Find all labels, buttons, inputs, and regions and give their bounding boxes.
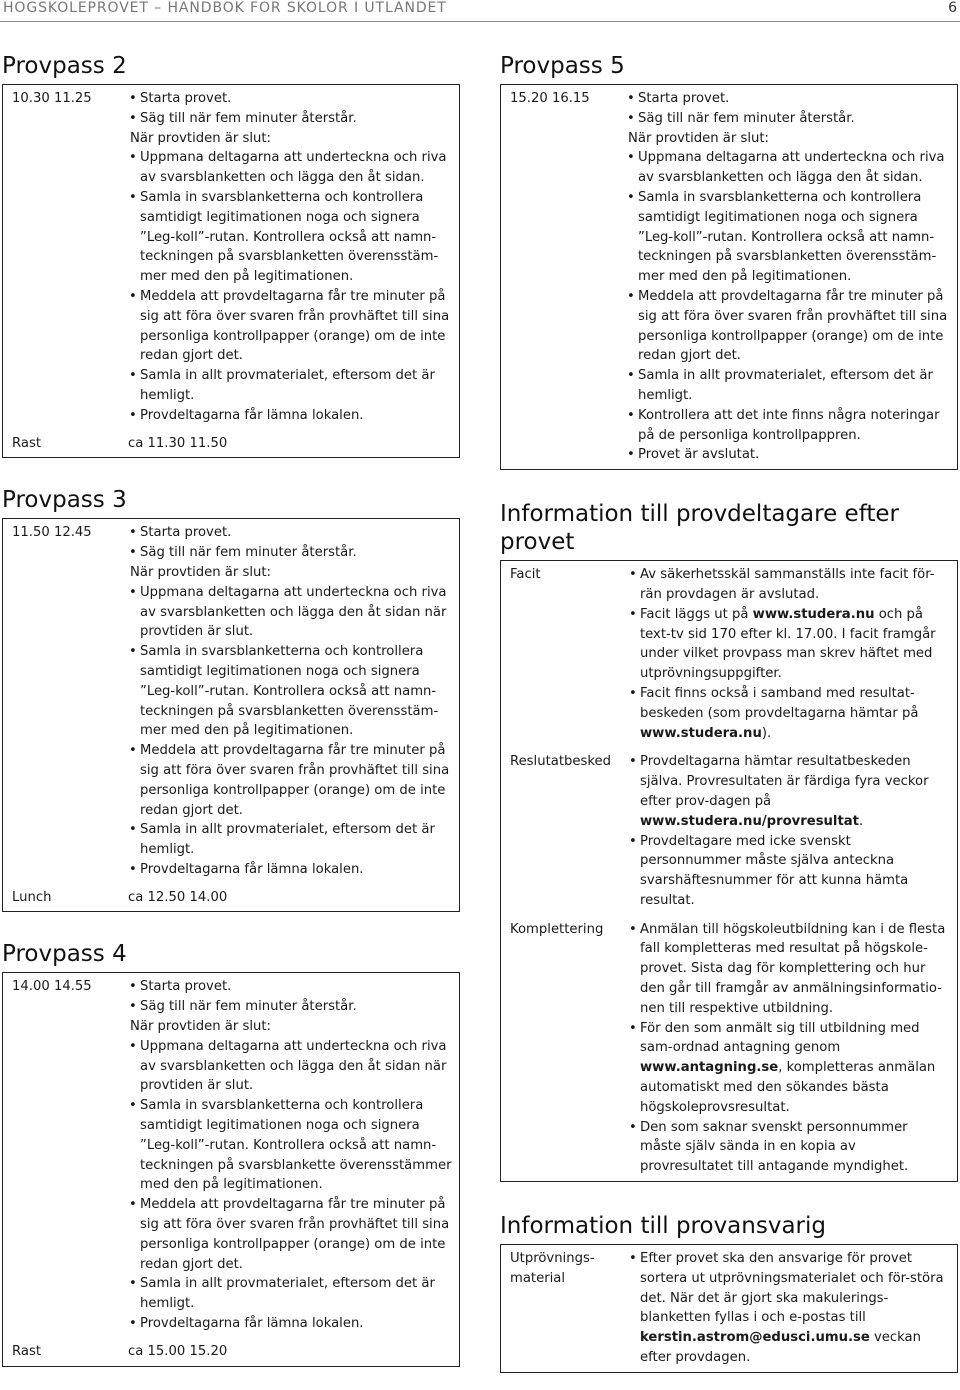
list-item: • Uppmana deltagarna att underteckna och riva av svarsblanketten och lägga den åt sidan. bbox=[626, 148, 951, 188]
list-item: • Samla in svarsblanketterna och kontrollera samtidigt legitimationen noga och signera ”Leg-koll”-rutan. Kontrollera också att namn-teckningen på svarsblanketten överensstäm-mer med den på legitimationen. bbox=[128, 188, 453, 287]
info-responsible-title: Information till provansvarig bbox=[500, 1213, 826, 1240]
list-item: • Meddela att provdeltagarna får tre minuter på sig att föra över svaren från provhäftet till sina personliga kontrollpapper (orange) om de inte redan gjort det. bbox=[128, 741, 453, 820]
break-label: Lunch bbox=[12, 889, 52, 905]
list-item: • Provdeltagarna får lämna lokalen. bbox=[128, 860, 453, 880]
break-time: ca 11.30 11.50 bbox=[128, 435, 228, 451]
list-item: • Samla in allt provmaterialet, eftersom det är hemligt. bbox=[128, 366, 453, 406]
list-item: • Samla in svarsblanketterna och kontrollera samtidigt legitimationen noga och signera ”Leg-koll”-rutan. Kontrollera också att namn-teckningen på svarsblankette överensstämmer med den på legitimationen. bbox=[128, 1096, 453, 1195]
info-participants-box bbox=[500, 560, 958, 1182]
list-item: • Samla in allt provmaterialet, eftersom det är hemligt. bbox=[626, 366, 951, 406]
list-item: • Samla in allt provmaterialet, eftersom det är hemligt. bbox=[128, 1274, 453, 1314]
list-item: • Efter provet ska den ansvarige för provet sortera ut utprövningsmaterialet och för-störa det. När det är gjort ska makulerings-blanketten fyllas i och e-postas till kerstin.astrom@edusci.umu.se veckan efter provdagen. bbox=[628, 1249, 951, 1368]
provpass2-box bbox=[2, 84, 460, 458]
right-column bbox=[500, 52, 958, 1373]
list-item: • Starta provet. bbox=[128, 523, 453, 543]
list-item: • Samla in svarsblanketterna och kontrollera samtidigt legitimationen noga och signera ”Leg-koll”-rutan. Kontrollera också att namn-teckningen på svarsblanketten överensstäm-mer med den på legitimationen. bbox=[626, 188, 951, 287]
provpass3-time: 11.50 12.45 bbox=[12, 525, 92, 541]
list-item: • Provdeltagarna hämtar resultatbeskeden själva. Provresultaten är färdiga fyra veckor efter prov-dagen på www.studera.nu/provresultat. bbox=[628, 752, 951, 831]
list-item: • Provdeltagare med icke svenskt personnummer måste själva anteckna svarshäftesnummer för att kunna hämta resultat. bbox=[628, 832, 951, 911]
break-time: ca 12.50 14.00 bbox=[128, 889, 228, 905]
provpass2-title: Provpass 2 bbox=[2, 53, 127, 79]
end-heading: När provtiden är slut: bbox=[130, 1019, 272, 1035]
provpass3-box bbox=[2, 518, 460, 912]
list-item: • Anmälan till högskoleutbildning kan i de flesta fall kompletteras med resultat på högskole-provet. Sista dag för komplettering och hur den går till framgår av anmälningsinformatio-nen till respektive utbildning. bbox=[628, 920, 951, 1019]
provpass5-time: 15.20 16.15 bbox=[510, 91, 590, 106]
list-item: • Uppmana deltagarna att underteckna och riva av svarsblanketten och lägga den åt sidan när provtiden är slut. bbox=[128, 583, 453, 642]
list-item: • Provet är avslutat. bbox=[626, 445, 951, 465]
list-item: • Meddela att provdeltagarna får tre minuter på sig att föra över svaren från provhäftet till sina personliga kontrollpapper (orange) om de inte redan gjort det. bbox=[128, 1195, 453, 1274]
list-item: • För den som anmält sig till utbildning med sam-ordnad antagning genom www.antagning.se, kompletteras anmälan automatiskt med den sökandes bästa högskoleprovsresultat. bbox=[628, 1019, 951, 1118]
list-item: • Starta provet. bbox=[128, 977, 453, 997]
left-column bbox=[2, 52, 460, 1367]
list-item: • Kontrollera att det inte finns några noteringar på de personliga kontrollpappren. bbox=[626, 406, 951, 446]
list-item: • Provdeltagarna får lämna lokalen. bbox=[128, 406, 453, 426]
list-item: • Samla in svarsblanketterna och kontrollera samtidigt legitimationen noga och signera ”Leg-koll”-rutan. Kontrollera också att namn-teckningen på svarsblanketten överensstäm-mer med den på legitimationen. bbox=[128, 642, 453, 741]
completion-label: Komplettering bbox=[510, 921, 604, 937]
page-number: 6 bbox=[948, 0, 957, 16]
end-heading: När provtiden är slut: bbox=[130, 564, 272, 580]
provpass5-title: Provpass 5 bbox=[500, 53, 625, 79]
provpass5-box bbox=[500, 84, 958, 470]
provpass3-title: Provpass 3 bbox=[2, 487, 127, 514]
provpass4-box bbox=[2, 972, 460, 1366]
list-item: • Starta provet. bbox=[128, 89, 453, 109]
test-material-label: Utprövnings-material bbox=[510, 1251, 595, 1286]
break-time: ca 15.00 15.20 bbox=[128, 1343, 228, 1359]
break-label: Rast bbox=[12, 435, 41, 451]
list-item: • Den som saknar svenskt personnummer måste själv sända in en kopia av provresultatet till antagande myndighet. bbox=[628, 1118, 951, 1177]
list-item: • Samla in allt provmaterialet, eftersom det är hemligt. bbox=[128, 820, 453, 860]
facit-label: Facit bbox=[510, 567, 541, 583]
provresultat-link[interactable]: www.studera.nu/provresultat bbox=[640, 813, 859, 829]
result-label: Reslutatbesked bbox=[510, 754, 612, 770]
list-item: • Säg till när fem minuter återstår. bbox=[128, 997, 453, 1017]
list-item: • Av säkerhetsskäl sammanställs inte facit för-rän provdagen är avslutad. bbox=[628, 565, 951, 605]
list-item: • Säg till när fem minuter återstår. bbox=[128, 109, 453, 129]
provpass4-time: 14.00 14.55 bbox=[12, 979, 92, 995]
email-link[interactable]: kerstin.astrom@edusci.umu.se bbox=[640, 1330, 870, 1346]
list-item: • Starta provet. bbox=[626, 89, 951, 109]
list-item: • Uppmana deltagarna att underteckna och riva av svarsblanketten och lägga den åt sidan när provtiden är slut. bbox=[128, 1037, 453, 1096]
end-heading: När provtiden är slut: bbox=[130, 130, 272, 146]
antagning-link[interactable]: www.antagning.se bbox=[640, 1060, 779, 1076]
studera-link[interactable]: www.studera.nu bbox=[640, 725, 762, 741]
provpass2-time: 10.30 11.25 bbox=[12, 91, 92, 106]
list-item: • Provdeltagarna får lämna lokalen. bbox=[128, 1314, 453, 1334]
list-item: • Facit finns också i samband med resultat-beskeden (som provdeltagarna hämtar på www.studera.nu). bbox=[628, 684, 951, 743]
list-item: • Uppmana deltagarna att underteckna och riva av svarsblanketten och lägga den åt sidan. bbox=[128, 148, 453, 188]
list-item: • Meddela att provdeltagarna får tre minuter på sig att föra över svaren från provhäftet till sina personliga kontrollpapper (orange) om de inte redan gjort det. bbox=[128, 287, 453, 366]
list-item: • Säg till när fem minuter återstår. bbox=[626, 109, 951, 129]
studera-link[interactable]: www.studera.nu bbox=[752, 606, 875, 622]
info-participants-title: Information till provdeltagare efter provet bbox=[500, 501, 900, 556]
provpass4-title: Provpass 4 bbox=[2, 941, 127, 968]
header-rule bbox=[0, 21, 960, 22]
page-header bbox=[0, 0, 960, 22]
list-item: • Säg till när fem minuter återstår. bbox=[128, 543, 453, 563]
list-item: • Meddela att provdeltagarna får tre minuter på sig att föra över svaren från provhäftet till sina personliga kontrollpapper (orange) om de inte redan gjort det. bbox=[626, 287, 951, 366]
end-heading: När provtiden är slut: bbox=[628, 130, 770, 146]
running-title: HÖGSKOLEPROVET – HANDBOK FÖR SKOLOR I UTLANDET bbox=[3, 0, 447, 16]
break-label: Rast bbox=[12, 1343, 41, 1359]
info-responsible-box bbox=[500, 1244, 958, 1373]
list-item: • Facit läggs ut på www.studera.nu och på text-tv sid 170 efter kl. 17.00. I facit framgår under vilket provpass man skrev häftet med utprövningsuppgifter. bbox=[628, 605, 951, 684]
